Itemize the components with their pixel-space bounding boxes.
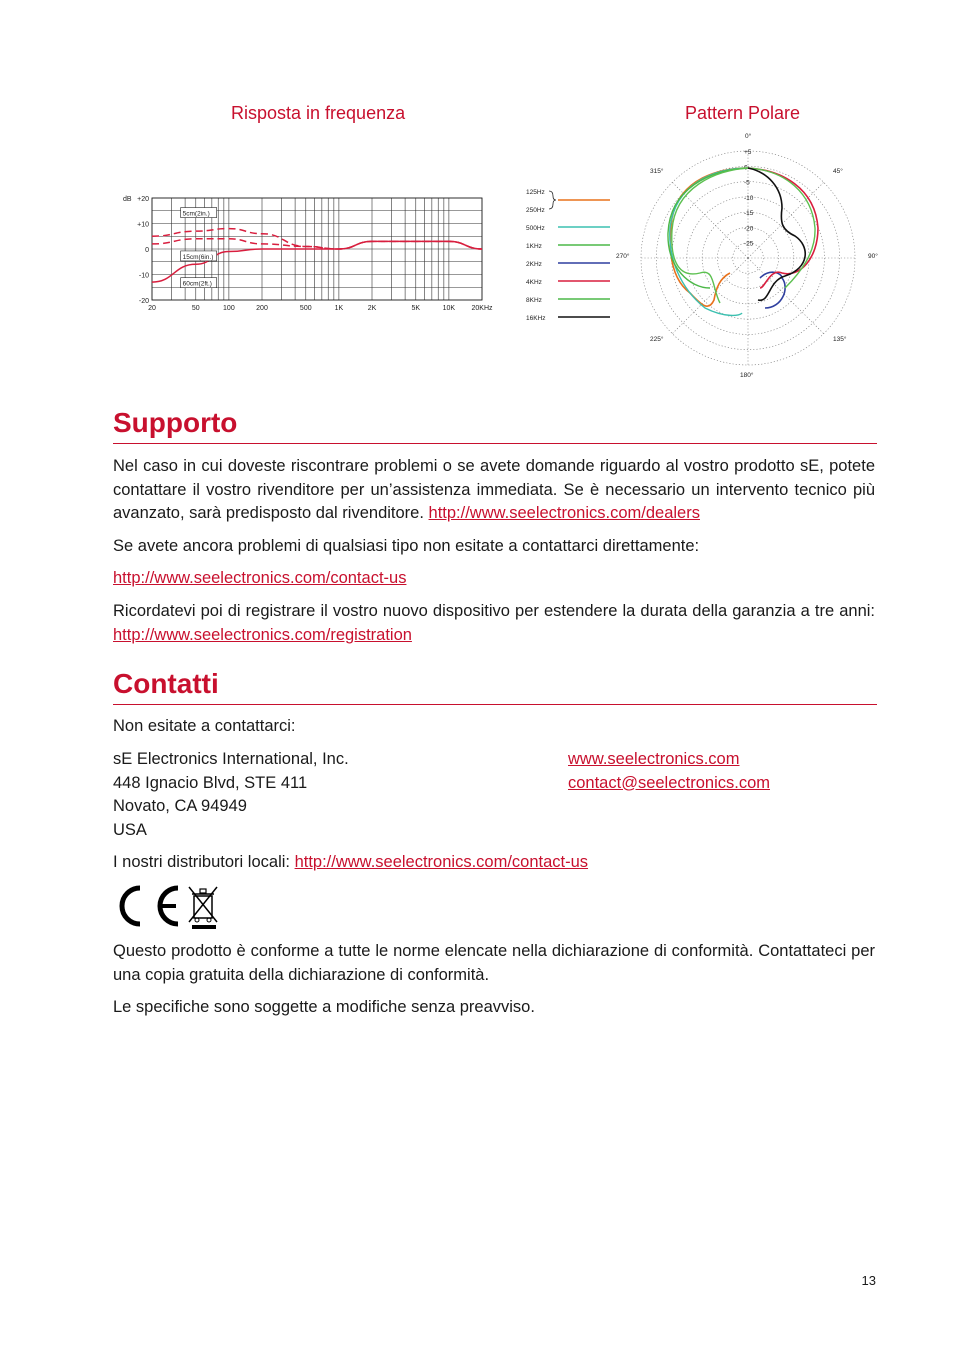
web-contacts [568,748,770,795]
polar-legend-label: 1KHz [526,243,542,250]
polar-angle-label: 315° [650,168,664,175]
polar-legend-label: 4KHz [526,279,542,286]
support-paragraph-1 [113,455,875,526]
freq-ytick-label: -20 [138,298,149,305]
freq-xtick-label: 20KHz [471,305,493,312]
support-heading: Supporto [113,405,877,444]
freq-xtick-label: 50 [191,305,200,312]
distributors-link[interactable]: http://www.seelectronics.com/contact-us [294,853,589,871]
specs-note: Le specifiche sono soggette a modifiche senza preavviso. [113,998,535,1016]
freq-ytick-label: 0 [145,247,149,254]
polar-ring-label: -25 [744,240,754,248]
polar-ring-label: 0 [744,164,748,172]
dealers-link[interactable]: http://www.seelectronics.com/dealers [428,504,700,522]
polar-legend-label: 16KHz [526,315,546,322]
website-link[interactable]: www.seelectronics.com [568,750,740,768]
freq-xtick-label: 500 [299,305,312,312]
polar-legend-brace [549,191,556,209]
page-number: 13 [861,1273,876,1288]
weee-bin-icon [189,887,217,929]
support-p1-text: Nel caso in cui doveste riscontrare problemi o se avete domande riguardo al vostro prodotto sE, potete contattare il vostro rivenditore per un’assistenza immediata. Se è necessario un intervento tecnico più avanzato, sarà predisposto dal rivenditore. [113,457,875,522]
polar-angle-label: 225° [650,336,664,343]
polar-angle-label: 270° [616,253,630,260]
polar-angle-label: 45° [833,168,843,175]
address-country: USA [113,820,147,839]
registration-link[interactable]: http://www.seelectronics.com/registration [113,625,412,644]
freq-ytick-label: +20 [137,196,149,203]
polar-angle-label: 0° [745,133,752,140]
freq-xtick-label: 10K [442,305,456,312]
distributors-text: I nostri distributori locali: [113,853,290,871]
polar-ring-label: -15 [744,210,754,218]
polar-ring-label: -10 [744,194,754,202]
support-p4-text: Ricordatevi poi di registrare il vostro nuovo dispositivo per estendere la durata della garanzia a tre anni: [113,602,875,620]
freq-xtick-label: 1K [334,305,344,312]
polar-ring-label: -5 [744,179,750,187]
polar-angle-label: 180° [740,372,754,379]
polar-legend-label: 8KHz [526,297,542,304]
address-city: Novato, CA 94949 [113,797,247,815]
freq-ylabel: dB [123,196,132,203]
freq-series-1 [152,239,482,249]
polar-legend-label: 250Hz [526,207,545,214]
polar-curve-125hz [670,168,748,306]
freq-ytick-label: -10 [138,272,149,280]
freq-xtick-label: 100 [223,305,235,312]
polar-legend-label: 500Hz [526,225,545,232]
freq-xtick-label: 20 [148,305,156,312]
freq-response-chart [112,188,504,318]
freq-xtick-label: 5K [411,305,421,312]
freq-xtick-label: 2K [367,305,377,312]
contacts-intro: Non esitate a contattarci: [113,717,296,735]
certification-marks [112,882,224,930]
polar-legend-label: 125Hz [526,189,545,196]
polar-ring-label: +5 [744,149,752,156]
freq-distance-label: 60cm(2ft.) [182,280,212,288]
polar-pattern-chart [520,128,885,383]
polar-angle-label: 90° [868,253,878,260]
polar-spoke [748,258,824,334]
ce-mark-icon [122,888,178,924]
compliance-paragraph: Questo prodotto è conforme a tutte le norme elencate nella dichiarazione di conformità. Contattateci per una copia gratuita della dichiarazione di conformità. [113,942,875,984]
freq-distance-label: 15cm(6in.) [182,253,214,261]
polar-spoke [672,258,748,334]
distributors-paragraph [113,851,875,875]
polar-legend-label: 2KHz [526,261,542,268]
freq-distance-label: 5cm(2in.) [182,210,210,218]
support-paragraph-2: Se avete ancora problemi di qualsiasi tipo non esitate a contattarci direttamente: [113,537,700,555]
polar-pattern-title: Pattern Polare [685,103,801,123]
support-paragraph-4 [113,600,875,647]
polar-angle-label: 135° [833,336,847,343]
contacts-heading: Contatti [113,666,877,705]
address-block [113,748,553,842]
address-company: sE Electronics International, Inc. [113,750,349,768]
contact-us-link[interactable]: http://www.seelectronics.com/contact-us [113,569,407,587]
freq-xtick-label: 200 [256,305,268,312]
freq-response-title: Risposta in frequenza [231,103,406,123]
address-street: 448 Ignacio Blvd, STE 411 [113,773,308,792]
support-paragraph-3 [113,567,875,591]
email-link[interactable]: contact@seelectronics.com [568,773,770,792]
polar-curve-4khz [748,168,818,288]
polar-ring-label: -20 [744,225,754,233]
polar-curve-250hz [670,168,748,315]
freq-ytick-label: +10 [137,221,149,229]
